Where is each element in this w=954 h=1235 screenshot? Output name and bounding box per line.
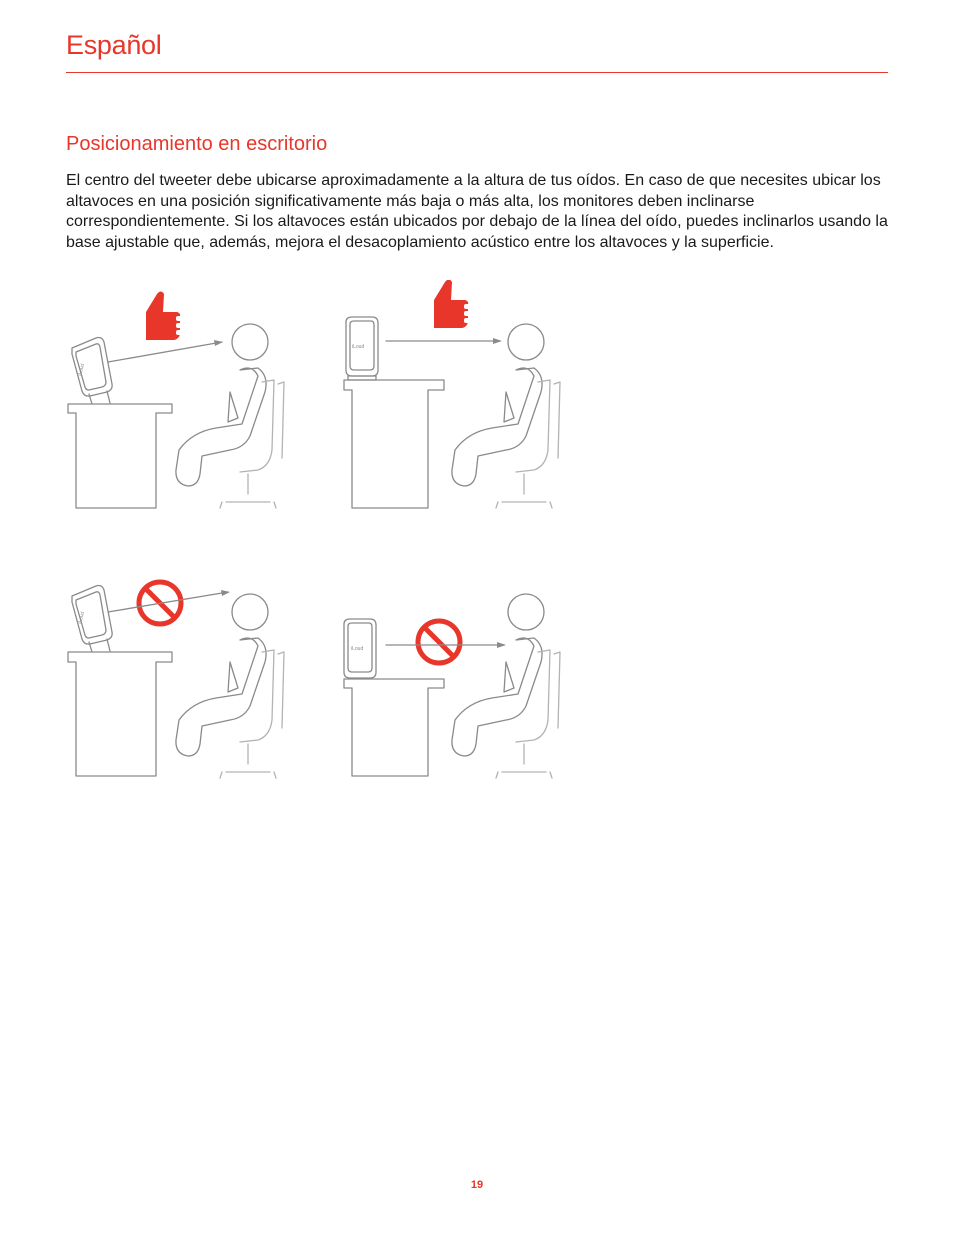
section-heading: Posicionamiento en escritorio [66, 133, 328, 155]
figure-correct-tilted [62, 280, 292, 512]
header-divider [66, 72, 888, 73]
speaker-brand-label: iLoud [77, 363, 87, 377]
listener-figure [452, 594, 560, 778]
speaker-monitor [72, 338, 112, 405]
speaker-brand-label: iLoud [351, 646, 364, 652]
desk [68, 404, 172, 508]
sound-direction-arrow [386, 338, 502, 344]
figure-incorrect-low [338, 554, 568, 786]
listener-figure [176, 594, 284, 778]
speaker-brand-label: iLoud [77, 611, 87, 625]
figure-correct-raised [338, 280, 568, 512]
speaker-brand-label: iLoud [352, 344, 365, 350]
page-language-title: Español [66, 30, 162, 60]
desk [344, 380, 444, 508]
speaker-monitor [344, 619, 376, 678]
section-body-text: El centro del tweeter debe ubicarse aproximadamente a la altura de tus oídos. En caso de que necesites ubicar los altavoces en una posición significativamente más baja o más alta, los monitores deben inclinarse correspondientemente. Si los altavoces están ubicados por debajo de la línea del oído, puedes inclinarlos usando la base ajustable que, además, mejora el desacoplamiento acústico entre los altavoces y la superficie. [66, 172, 888, 251]
listener-figure [176, 324, 284, 508]
speaker-monitor [72, 586, 112, 653]
sound-direction-arrow [108, 340, 223, 362]
desk [68, 652, 172, 776]
figure-incorrect-tilted [62, 554, 292, 786]
speaker-monitor [346, 317, 378, 376]
thumbs-up-icon [146, 292, 182, 341]
prohibited-icon [418, 621, 460, 663]
page-number: 19 [470, 1179, 484, 1191]
listener-figure [452, 324, 560, 508]
thumbs-up-icon [434, 280, 470, 328]
desk [344, 679, 444, 776]
